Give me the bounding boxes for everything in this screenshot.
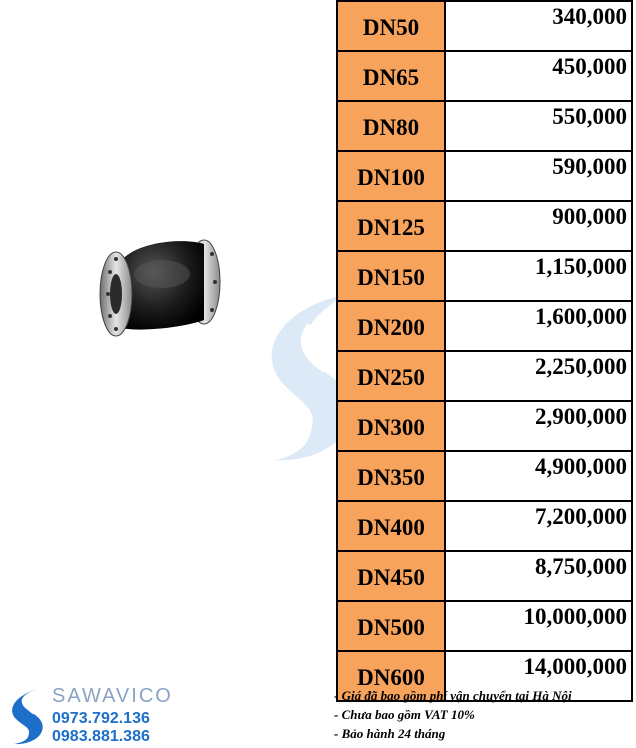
price-cell: 550,000	[445, 101, 632, 151]
price-cell: 2,900,000	[445, 401, 632, 451]
price-row	[337, 401, 632, 451]
price-row	[337, 351, 632, 401]
phone-number-2: 0983.881.386	[52, 728, 150, 745]
size-cell: DN125	[337, 201, 445, 251]
notes	[334, 686, 572, 743]
price-cell: 590,000	[445, 151, 632, 201]
size-cell: DN400	[337, 501, 445, 551]
price-row	[337, 451, 632, 501]
price-cell: 7,200,000	[445, 501, 632, 551]
price-row	[337, 201, 632, 251]
price-cell: 900,000	[445, 201, 632, 251]
price-cell: 1,600,000	[445, 301, 632, 351]
price-cell: 450,000	[445, 51, 632, 101]
brand-name: SAWAVICO	[52, 685, 173, 707]
price-row	[337, 501, 632, 551]
price-cell: 14,000,000	[445, 651, 632, 701]
size-cell: DN65	[337, 51, 445, 101]
size-cell: DN500	[337, 601, 445, 651]
price-row	[337, 151, 632, 201]
size-cell: DN250	[337, 351, 445, 401]
price-cell: 8,750,000	[445, 551, 632, 601]
price-row	[337, 51, 632, 101]
size-cell: DN150	[337, 251, 445, 301]
size-cell: DN200	[337, 301, 445, 351]
company-logo	[4, 685, 204, 747]
rubber-joint-image	[92, 232, 232, 342]
price-row	[337, 251, 632, 301]
price-row	[337, 551, 632, 601]
note-shipping: - Giá đã bao gồm phí vận chuyển tại Hà Nội	[334, 688, 572, 703]
price-row	[337, 601, 632, 651]
size-cell: DN450	[337, 551, 445, 601]
size-cell: DN80	[337, 101, 445, 151]
note-vat: - Chưa bao gồm VAT 10%	[334, 707, 475, 722]
size-cell: DN600	[337, 651, 445, 701]
size-cell: DN300	[337, 401, 445, 451]
price-cell: 2,250,000	[445, 351, 632, 401]
size-cell: DN50	[337, 1, 445, 51]
phone-number-1: 0973.792.136	[52, 710, 150, 727]
price-table	[336, 0, 633, 702]
price-cell: 10,000,000	[445, 601, 632, 651]
price-row	[337, 301, 632, 351]
size-cell: DN100	[337, 151, 445, 201]
price-row	[337, 1, 632, 51]
price-row	[337, 101, 632, 151]
price-cell: 4,900,000	[445, 451, 632, 501]
price-cell: 1,150,000	[445, 251, 632, 301]
price-cell: 340,000	[445, 1, 632, 51]
note-warranty: - Bảo hành 24 tháng	[334, 726, 446, 741]
size-cell: DN350	[337, 451, 445, 501]
sawavico-logo-icon	[4, 687, 48, 745]
